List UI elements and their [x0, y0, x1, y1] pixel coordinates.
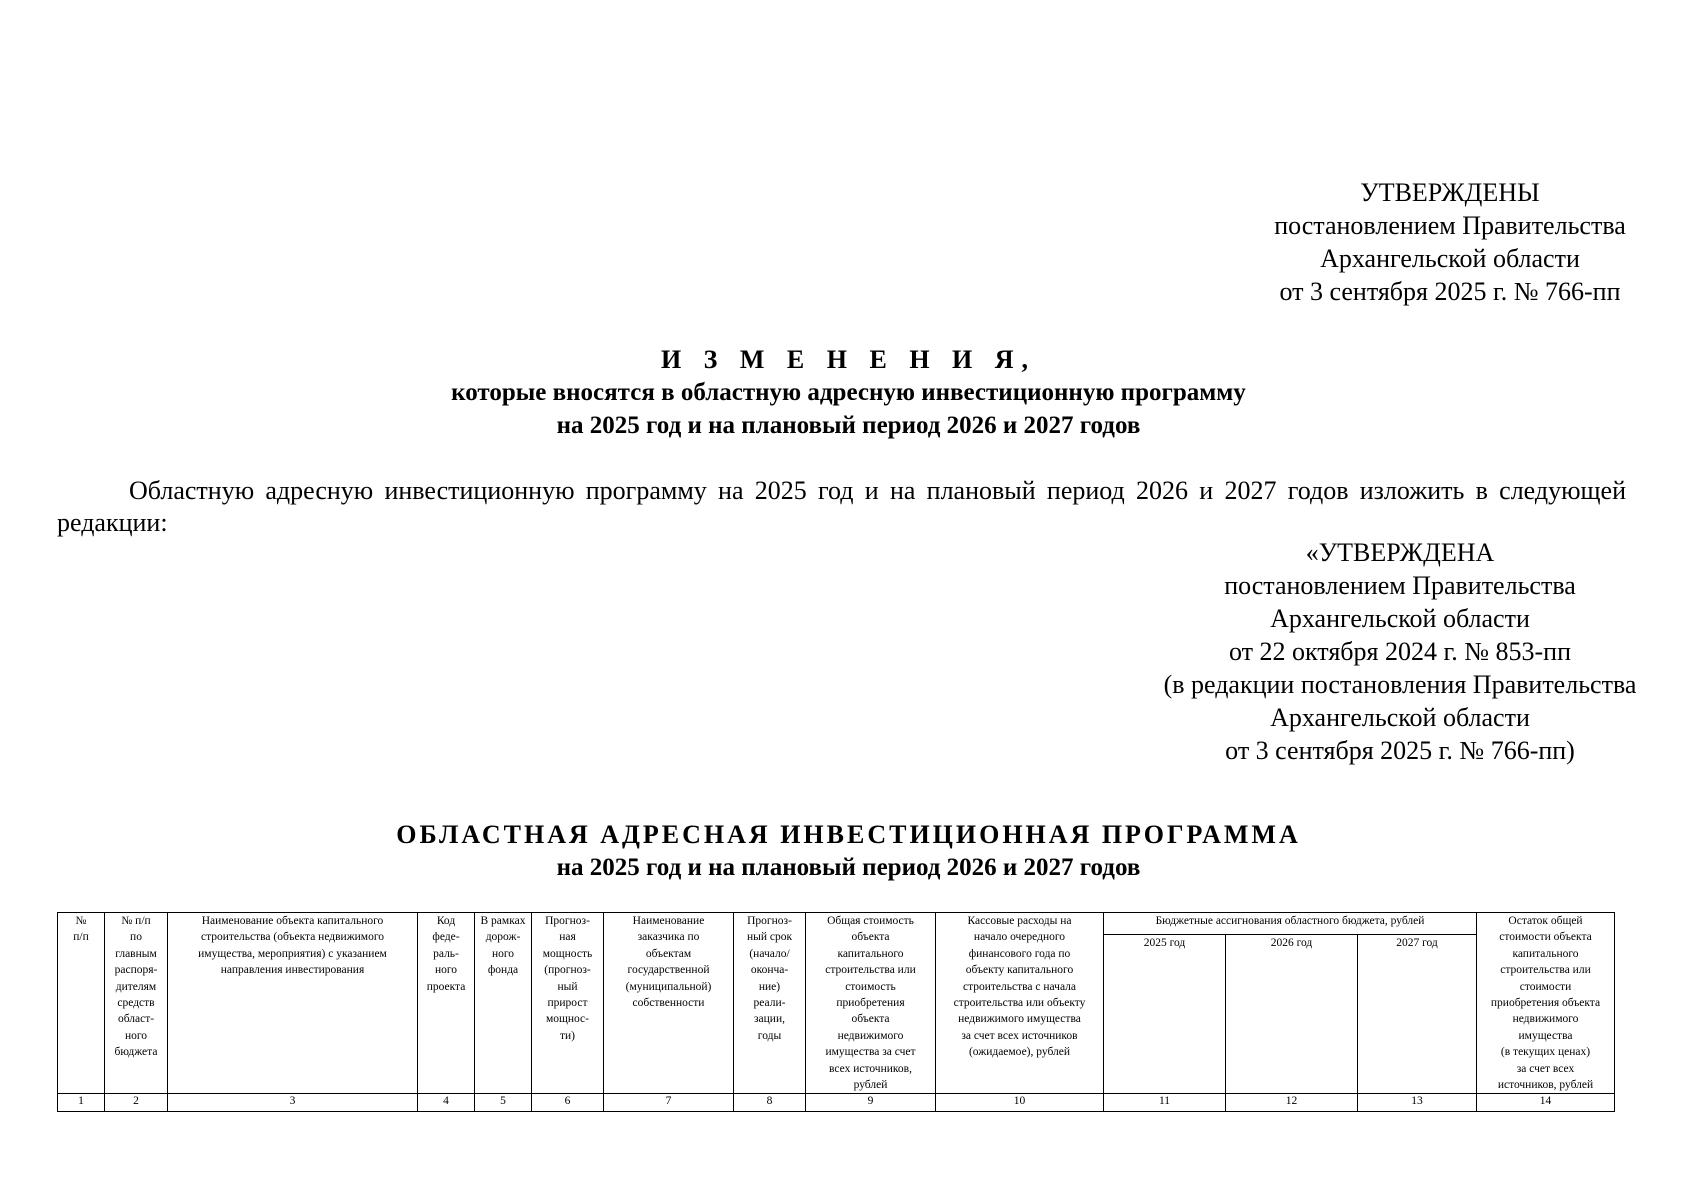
program-table: [57, 912, 1615, 1112]
header-line: начало очередного: [973, 931, 1066, 944]
changes-subtitle-line-1: которые вносятся в областную адресную инвестиционную программу: [451, 379, 1246, 406]
approval-line: (в редакции постановления Правительства: [1163, 670, 1637, 699]
header-line: государственной: [627, 964, 710, 977]
header-year-2026: 2026 год: [1226, 935, 1358, 1094]
column-number-cell: 6: [532, 1094, 604, 1112]
header-line: объектам: [645, 947, 692, 960]
header-cash-expenses: [936, 913, 1104, 1094]
program-subtitle: на 2025 год и на плановый период 2026 и 2027 годов: [556, 854, 1141, 881]
header-budget-allocations: Бюджетные ассигнования областного бюджета, рублей: [1104, 913, 1477, 935]
header-object-name: [168, 913, 418, 1094]
header-line: объекту капитального: [965, 964, 1074, 977]
header-line: проекта: [426, 980, 466, 993]
header-number: [58, 913, 105, 1094]
approval-stamp-top: [1230, 176, 1670, 308]
header-remaining-cost: [1477, 913, 1615, 1094]
header-line: строительства или: [1500, 964, 1591, 977]
header-line: мощнос-: [545, 1013, 589, 1026]
column-number-cell: 2: [105, 1094, 168, 1112]
header-line: ти): [559, 1029, 575, 1042]
approval-line: от 22 октября 2024 г. № 853-пп: [1229, 637, 1571, 666]
header-year-2027: 2027 год: [1358, 935, 1477, 1094]
header-capacity: [532, 913, 604, 1094]
header-line: годы: [757, 1029, 782, 1042]
header-line: оконча-: [750, 964, 789, 977]
header-line: капитального: [1512, 947, 1579, 960]
column-number-cell: 10: [936, 1094, 1104, 1112]
header-line: строительства или объекту: [953, 997, 1086, 1010]
header-line: мощность: [542, 947, 593, 960]
header-line: В рамках: [480, 915, 526, 927]
header-line: строительства с начала: [962, 980, 1077, 993]
header-line: приобретения объекта: [1490, 997, 1601, 1010]
header-line: собственности: [632, 997, 705, 1010]
header-line: имущества за счет: [825, 1046, 916, 1059]
column-number-cell: 3: [168, 1094, 418, 1112]
header-line: финансового года по: [968, 947, 1071, 960]
header-line: приобретения: [836, 997, 905, 1010]
header-line: недвижимого: [837, 1029, 904, 1042]
table-row: [58, 1094, 1615, 1112]
header-line: ние): [758, 980, 781, 993]
intro-paragraph: Областную адресную инвестиционную программу на 2025 год и на плановый период 2026 и 2027 годов изложить в следующей редакции:: [57, 476, 1626, 537]
header-line: дителям: [115, 980, 157, 993]
header-line: стоимости: [1519, 980, 1572, 993]
header-year-2025: 2025 год: [1104, 935, 1226, 1094]
header-line: ного: [124, 1029, 148, 1042]
header-line: прирост: [547, 997, 588, 1010]
header-line: ного: [491, 947, 515, 960]
header-number-by-manager: [105, 913, 168, 1094]
column-number-cell: 11: [1104, 1094, 1226, 1112]
header-customer: [604, 913, 734, 1094]
header-line: рублей: [853, 1079, 888, 1092]
header-line: источников, рублей: [1497, 1079, 1594, 1092]
header-line: имущества, мероприятия) с указанием: [198, 947, 387, 960]
header-line: Прогноз-: [545, 915, 590, 927]
header-line: всех источников,: [829, 1062, 912, 1075]
header-term: [734, 913, 806, 1094]
header-road-fund: [475, 913, 532, 1094]
column-number-cell: 1: [58, 1094, 105, 1112]
column-number-cell: 12: [1226, 1094, 1358, 1112]
header-line: п/п: [73, 931, 89, 944]
header-line: стоимость: [845, 980, 896, 993]
approval-line: Архангельской области: [1320, 244, 1580, 273]
column-number-cell: 8: [734, 1094, 806, 1112]
header-line: (прогноз-: [544, 964, 591, 977]
changes-title: И З М Е Н Е Н И Я,: [660, 345, 1037, 374]
header-line: (в текущих ценах): [1500, 1046, 1591, 1059]
header-line: стоимости объекта: [1499, 931, 1592, 944]
approval-line: постановлением Правительства: [1274, 211, 1626, 240]
header-line: имущества: [1518, 1029, 1573, 1042]
header-total-cost: [806, 913, 936, 1094]
header-line: Общая стоимость: [827, 915, 914, 927]
column-number-cell: 5: [475, 1094, 532, 1112]
column-number-cell: 14: [1477, 1094, 1615, 1112]
header-line: строительства или: [825, 964, 916, 977]
header-line: № п/п: [121, 915, 151, 927]
header-line: заказчика по: [637, 931, 700, 944]
header-line: Кассовые расходы на: [967, 915, 1072, 927]
header-line: (ожидаемое), рублей: [968, 1046, 1071, 1059]
column-number-cell: 7: [604, 1094, 734, 1112]
column-number-cell: 13: [1358, 1094, 1477, 1112]
header-line: Код: [436, 915, 456, 927]
header-line: реали-: [753, 997, 786, 1010]
table-header-row: [58, 913, 1615, 935]
header-line: за счет всех: [1516, 1062, 1575, 1075]
header-line: за счет всех источников: [961, 1029, 1078, 1042]
header-line: недвижимого имущества: [958, 1013, 1081, 1026]
header-line: Наименование объекта капитального: [201, 915, 384, 927]
header-line: Прогноз-: [747, 915, 792, 927]
header-line: средств: [117, 997, 155, 1010]
header-line: раль-: [433, 947, 459, 960]
header-line: распоря-: [114, 964, 158, 977]
header-line: ная: [559, 931, 576, 944]
header-line: главным: [115, 947, 157, 960]
header-line: област-: [117, 1013, 155, 1026]
approval-line: Архангельской области: [1270, 604, 1530, 633]
approval-line: «УТВЕРЖДЕНА: [1305, 538, 1495, 567]
program-title: ОБЛАСТНАЯ АДРЕСНАЯ ИНВЕСТИЦИОННАЯ ПРОГРАММА: [396, 820, 1301, 849]
header-line: зации,: [754, 1013, 785, 1026]
header-line: ного: [434, 964, 458, 977]
column-number-cell: 4: [418, 1094, 475, 1112]
header-line: капитального: [837, 947, 904, 960]
header-line: феде-: [432, 931, 460, 944]
header-line: ный: [557, 980, 578, 993]
header-line: недвижимого: [1512, 1013, 1579, 1026]
approval-line: от 3 сентября 2025 г. № 766-пп: [1279, 277, 1621, 306]
header-line: Наименование: [632, 915, 705, 927]
header-federal-project-code: [418, 913, 475, 1094]
header-line: строительства (объекта недвижимого: [200, 931, 385, 944]
approval-line: УТВЕРЖДЕНЫ: [1360, 178, 1540, 207]
header-line: ный срок: [746, 931, 793, 944]
header-line: (начало/: [749, 947, 790, 960]
header-line: объекта: [851, 1013, 890, 1026]
header-line: направления инвестирования: [220, 964, 365, 977]
header-line: Остаток общей: [1508, 915, 1583, 927]
header-line: бюджета: [114, 1046, 158, 1059]
header-line: дорож-: [485, 931, 521, 944]
column-number-cell: 9: [806, 1094, 936, 1112]
approval-stamp-second: [1120, 536, 1680, 767]
header-line: фонда: [487, 964, 519, 977]
header-line: по: [130, 931, 142, 944]
header-line: объекта: [851, 931, 890, 944]
approval-line: от 3 сентября 2025 г. № 766-пп): [1225, 736, 1575, 765]
approval-line: Архангельской области: [1270, 703, 1530, 732]
header-line: (муниципальной): [625, 980, 712, 993]
header-line: №: [75, 915, 87, 927]
approval-line: постановлением Правительства: [1224, 571, 1576, 600]
changes-subtitle-line-2: на 2025 год и на плановый период 2026 и 2027 годов: [556, 412, 1141, 439]
